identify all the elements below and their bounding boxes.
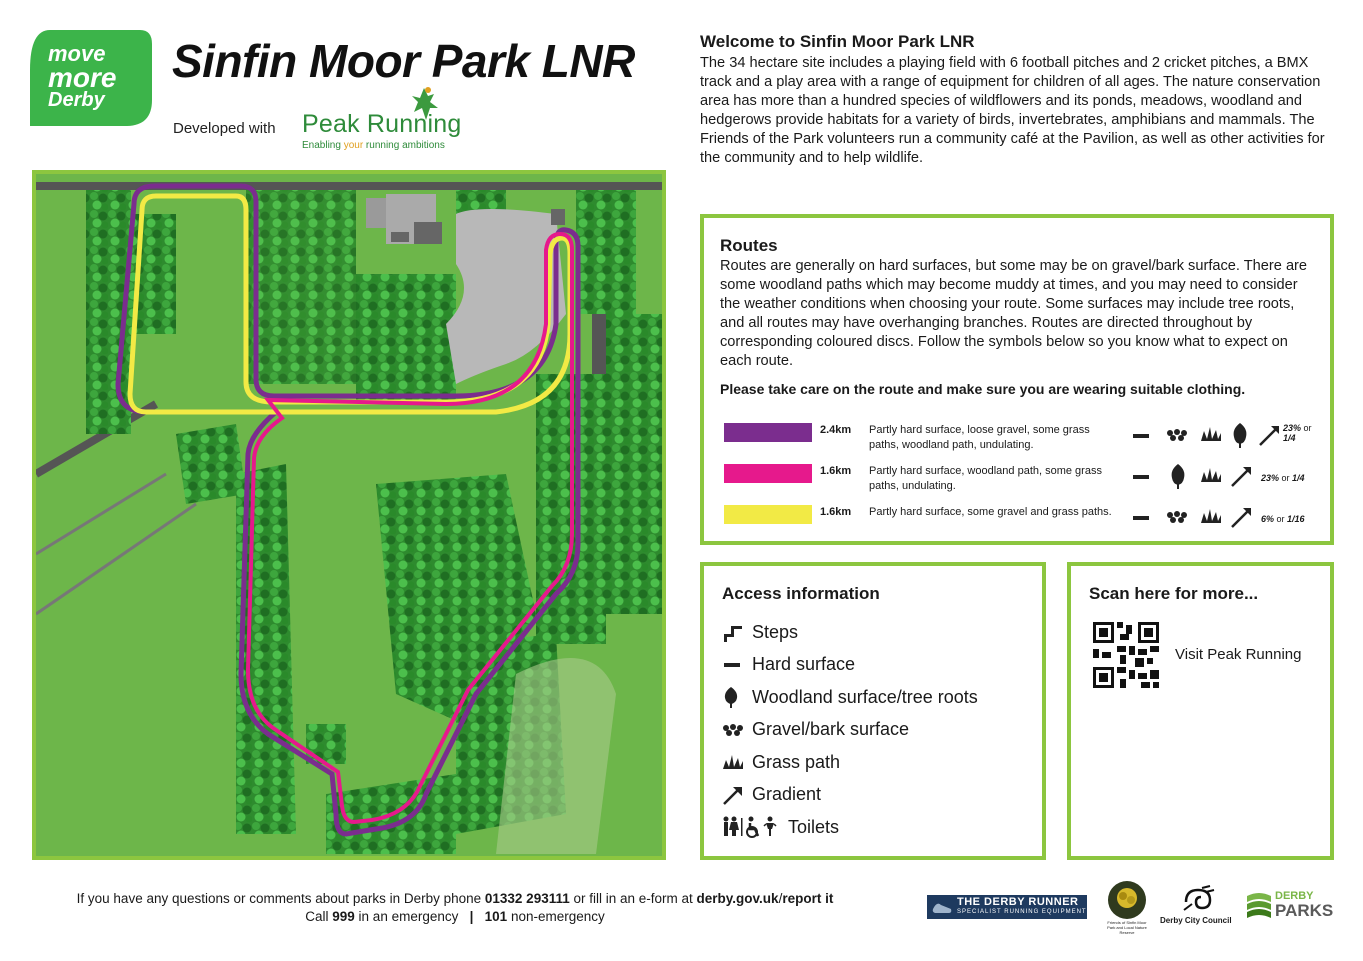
route-row-pink[interactable] <box>724 460 1324 500</box>
hard-surface-icon <box>1131 421 1151 449</box>
access-item-gradient <box>722 779 1024 812</box>
gradient-ratio: 1/16 <box>1287 514 1305 524</box>
footer-phone[interactable]: 01332 293111 <box>484 891 570 906</box>
logo-line-3: Derby <box>48 89 105 112</box>
visit-peak-running-link[interactable]: Visit Peak Running <box>1175 646 1302 663</box>
access-label: Gradient <box>752 784 822 805</box>
park-map[interactable] <box>32 170 666 860</box>
routes-description: Routes are generally on hard surfaces, but some may be on gravel/bark surface. There are some woodland paths which may become muddy at times, and you may need to consider the weather conditions when choosing your route. Some surfaces may include tree roots, and all routes may have overhanging branches. Routes are directed throughout by corresponding coloured discs. Follow the symbols below so you know what to expect on each route. <box>720 258 1308 369</box>
peak-running-logo[interactable] <box>300 86 470 156</box>
access-item-grass <box>722 746 1024 779</box>
shoe-icon <box>931 897 953 917</box>
qr-code-icon[interactable] <box>1093 622 1159 688</box>
ram-emblem-icon <box>1180 884 1216 914</box>
grass-icon <box>722 752 744 772</box>
gradient-or: or <box>1279 473 1293 483</box>
gradient-icon <box>1229 503 1255 531</box>
page-title: Sinfin Moor Park LNR <box>172 35 635 87</box>
route-distance: 2.4km <box>820 424 852 436</box>
steps-icon <box>722 622 744 642</box>
developed-with-label: Developed with <box>173 120 276 137</box>
logo-line-1: move <box>48 41 106 66</box>
gradient-ratio: 1/4 <box>1283 433 1296 443</box>
route-icons <box>1131 462 1321 490</box>
footer-report-link[interactable]: report it <box>782 891 834 906</box>
access-panel <box>700 562 1046 860</box>
woodland-icon <box>1231 421 1249 449</box>
tagline-part-a: Enabling <box>302 140 344 151</box>
parks-word-2: PARKS <box>1275 901 1334 920</box>
derby-parks-logo <box>1245 890 1337 940</box>
route-icons <box>1131 421 1321 449</box>
gradient-label <box>1283 423 1312 443</box>
flower-emblem-icon <box>1107 880 1147 920</box>
gradient-icon <box>722 785 744 805</box>
access-label: Hard surface <box>752 654 856 675</box>
access-label: Steps <box>752 621 799 642</box>
leaf-icon <box>1245 890 1273 920</box>
gravel-icon <box>1165 503 1189 531</box>
gradient-or: or <box>1274 514 1288 524</box>
partner-tagline <box>302 140 445 151</box>
access-item-woodland <box>722 681 1024 714</box>
grass-icon <box>1199 503 1223 531</box>
footer-text <box>473 909 484 924</box>
logo-line-2: more <box>48 61 117 93</box>
route-distance: 1.6km <box>820 465 852 477</box>
grass-icon <box>1199 462 1223 490</box>
footer-line-2 <box>0 908 910 926</box>
derby-city-council-logo <box>1160 884 1235 934</box>
access-heading: Access information <box>722 584 880 603</box>
move-more-derby-logo <box>30 30 152 126</box>
route-description: Partly hard surface, loose gravel, some grass paths, woodland path, undulating. <box>869 424 1090 451</box>
route-description: Partly hard surface, woodland path, some grass paths, undulating. <box>869 465 1102 492</box>
footer-emergency-number: 999 <box>332 909 355 924</box>
footer-text: or fill in an e-form at <box>569 891 697 906</box>
map-graphic <box>36 174 662 856</box>
footer-separator: | <box>469 909 474 924</box>
footer-text: / <box>778 891 783 906</box>
footer-text: in an emergency <box>354 909 470 924</box>
gradient-icon <box>1229 462 1255 490</box>
derby-runner-name: THE DERBY RUNNER <box>957 896 1079 908</box>
footer-non-emergency-number: 101 <box>484 909 508 924</box>
friends-caption: Friends of Sinfin Moor Park and Local Nature Reserve <box>1107 920 1147 935</box>
route-icons <box>1131 503 1321 531</box>
friends-of-park-logo <box>1103 880 1151 935</box>
gradient-percent: 23% <box>1283 423 1302 433</box>
routes-care-note: Please take care on the route and make sure you are wearing suitable clothing. <box>720 381 1246 397</box>
tagline-part-c: running ambitions <box>363 140 445 151</box>
gradient-icon <box>1257 421 1283 449</box>
access-label: Gravel/bark surface <box>752 719 910 740</box>
routes-heading: Routes <box>720 236 778 255</box>
woodland-icon <box>722 686 744 708</box>
footer-website-link[interactable]: derby.gov.uk <box>696 891 779 906</box>
access-item-toilets <box>722 811 1024 844</box>
hard-surface-icon <box>722 655 744 675</box>
toilets-icon <box>722 816 782 838</box>
access-item-gravel <box>722 714 1024 747</box>
route-row-purple[interactable] <box>724 419 1324 459</box>
footer-line-1 <box>0 890 910 908</box>
scan-heading: Scan here for more... <box>1089 584 1259 603</box>
footer-text: If you have any questions or comments about parks in Derby phone <box>76 891 485 906</box>
gradient-percent: 6% <box>1261 514 1275 524</box>
footer-contact <box>0 890 910 926</box>
grass-icon <box>1199 421 1223 449</box>
access-item-steps <box>722 616 1024 649</box>
gravel-icon <box>722 720 744 740</box>
gradient-or: or <box>1301 423 1312 433</box>
gradient-percent: 23% <box>1261 473 1280 483</box>
access-label: Toilets <box>788 816 840 837</box>
parks-word-1: DERBY <box>1275 890 1314 902</box>
scan-panel <box>1067 562 1334 860</box>
gradient-label <box>1261 514 1305 524</box>
derby-runner-logo <box>927 895 1087 919</box>
partner-name: Peak Running <box>302 110 462 138</box>
tagline-part-b: your <box>343 140 364 151</box>
welcome-heading: Welcome to Sinfin Moor Park LNR <box>700 32 975 51</box>
gravel-icon <box>1165 421 1189 449</box>
hard-surface-icon <box>1131 462 1151 490</box>
access-label: Grass path <box>752 751 841 772</box>
council-name: Derby City Council <box>1160 916 1232 925</box>
woodland-icon <box>1169 462 1187 490</box>
route-swatch-pink <box>724 464 812 483</box>
route-swatch-yellow <box>724 505 812 524</box>
route-row-yellow[interactable] <box>724 501 1324 541</box>
gradient-label <box>1261 473 1305 483</box>
footer-text: non-emergency <box>507 909 605 924</box>
route-distance: 1.6km <box>820 506 852 518</box>
hard-surface-icon <box>1131 503 1151 531</box>
access-label: Woodland surface/tree roots <box>752 686 978 707</box>
gradient-ratio: 1/4 <box>1292 473 1305 483</box>
access-item-hard-surface <box>722 649 1024 682</box>
route-description: Partly hard surface, some gravel and grass paths. <box>869 506 1112 518</box>
welcome-section <box>700 32 1340 168</box>
routes-panel <box>700 214 1334 545</box>
derby-runner-tagline: SPECIALIST RUNNING EQUIPMENT <box>957 909 1087 915</box>
welcome-body: The 34 hectare site includes a playing field with 6 football pitches and 2 cricket pitches, a BMX track and a play area with a range of equipment for children of all ages. The nature conservation area has more than a hundred species of wildflowers and its ponds, meadows, woodland and hedgerows provide habitats for a variety of birds, invertebrates, amphibians and mammals. The Friends of the Park volunteers run a community café at the Pavilion, as well as other activities for the community and to help wildlife. <box>700 55 1325 166</box>
footer-text: Call <box>305 909 333 924</box>
route-swatch-purple <box>724 423 812 442</box>
